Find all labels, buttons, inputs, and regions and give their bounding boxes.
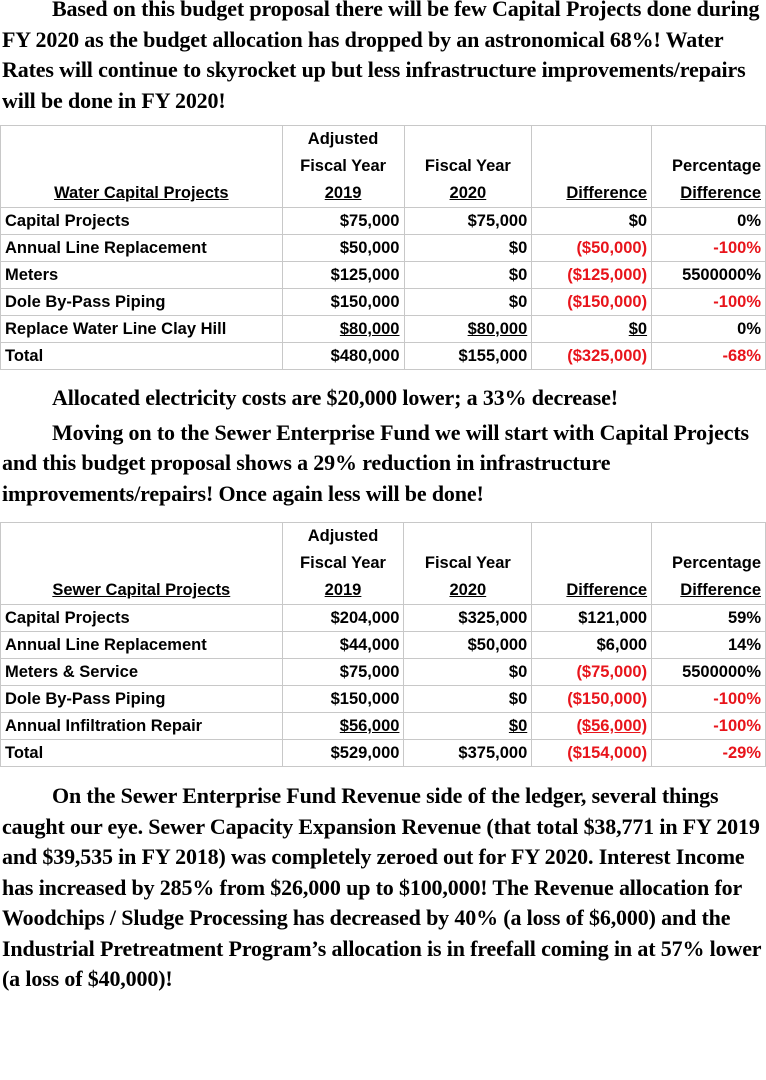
row-fy2020: $75,000	[404, 208, 532, 235]
water-capital-projects-table	[0, 125, 766, 370]
header-fy2019: Adjusted Fiscal Year 2019	[282, 523, 404, 605]
header-project-name: Water Capital Projects	[1, 126, 283, 208]
header-difference: Difference	[532, 523, 652, 605]
table-total-row	[1, 343, 766, 370]
row-fy2019: $80,000	[282, 316, 404, 343]
row-fy2020: $50,000	[404, 632, 532, 659]
row-fy2020: $325,000	[404, 605, 532, 632]
table-row	[1, 316, 766, 343]
row-percentage: 0%	[652, 316, 766, 343]
row-difference: ($325,000)	[532, 343, 652, 370]
row-fy2019: $44,000	[282, 632, 404, 659]
row-label: Total	[1, 343, 283, 370]
electricity-paragraph: Allocated electricity costs are $20,000 lower; a 33% decrease!	[52, 385, 618, 410]
sewer-intro-paragraph: Moving on to the Sewer Enterprise Fund we will start with Capital Projects and this budget proposal shows a 29% reduction in infrastructure improvements/repairs! Once again less will be done!	[2, 419, 749, 506]
row-fy2020: $0	[404, 235, 532, 262]
header-difference: Difference	[532, 126, 652, 208]
row-percentage: 14%	[652, 632, 766, 659]
row-fy2019: $75,000	[282, 659, 404, 686]
row-difference: ($150,000)	[532, 289, 652, 316]
row-difference: $0	[532, 316, 652, 343]
row-label: Total	[1, 740, 283, 767]
row-difference: ($56,000)	[532, 713, 652, 740]
sewer-capital-projects-table	[0, 522, 766, 767]
row-fy2019: $150,000	[282, 289, 404, 316]
row-label: Replace Water Line Clay Hill	[1, 316, 283, 343]
header-percentage: Percentage Difference	[652, 126, 766, 208]
row-fy2019: $56,000	[282, 713, 404, 740]
table-row	[1, 262, 766, 289]
table-row	[1, 289, 766, 316]
row-fy2020: $0	[404, 713, 532, 740]
intro-paragraph: Based on this budget proposal there will be few Capital Projects done during FY 2020 as the budget allocation has dropped by an astronomical 68%! Water Rates will continue to skyrocket up but less infrastructure improvements/repairs will be done in FY 2020!	[2, 0, 760, 113]
table-row	[1, 235, 766, 262]
row-percentage: 5500000%	[652, 659, 766, 686]
row-label: Annual Line Replacement	[1, 235, 283, 262]
row-label: Dole By-Pass Piping	[1, 289, 283, 316]
row-difference: ($125,000)	[532, 262, 652, 289]
row-fy2020: $0	[404, 659, 532, 686]
header-fy2019: Adjusted Fiscal Year 2019	[282, 126, 404, 208]
row-fy2020: $0	[404, 289, 532, 316]
row-percentage: -100%	[652, 289, 766, 316]
row-fy2019: $125,000	[282, 262, 404, 289]
header-fy2020: Fiscal Year 2020	[404, 523, 532, 605]
row-difference: $6,000	[532, 632, 652, 659]
row-label: Annual Infiltration Repair	[1, 713, 283, 740]
row-label: Dole By-Pass Piping	[1, 686, 283, 713]
row-difference: ($154,000)	[532, 740, 652, 767]
table-row	[1, 659, 766, 686]
row-fy2019: $204,000	[282, 605, 404, 632]
table-row	[1, 632, 766, 659]
row-difference: $121,000	[532, 605, 652, 632]
row-fy2019: $50,000	[282, 235, 404, 262]
row-fy2019: $480,000	[282, 343, 404, 370]
revenue-paragraph: On the Sewer Enterprise Fund Revenue side of the ledger, several things caught our eye. Sewer Capacity Expansion Revenue (that total $38,771 in FY 2019 and $39,535 in FY 2018) was completely zeroed out for FY 2020. Interest Income has increased by 285% from $26,000 up to $100,000! The Revenue allocation for Woodchips / Sludge Processing has decreased by 40% (a loss of $6,000) and the Industrial Pretreatment Program’s allocation is in freefall coming in at 57% lower (a loss of $40,000)!	[2, 783, 762, 991]
row-percentage: -100%	[652, 235, 766, 262]
row-percentage: 5500000%	[652, 262, 766, 289]
row-fy2019: $529,000	[282, 740, 404, 767]
table-header-row	[1, 523, 766, 605]
row-percentage: -100%	[652, 686, 766, 713]
table-header-row	[1, 126, 766, 208]
row-fy2020: $0	[404, 686, 532, 713]
row-percentage: -68%	[652, 343, 766, 370]
header-fy2020: Fiscal Year 2020	[404, 126, 532, 208]
row-difference: ($50,000)	[532, 235, 652, 262]
row-difference: ($150,000)	[532, 686, 652, 713]
row-fy2020: $155,000	[404, 343, 532, 370]
row-fy2019: $75,000	[282, 208, 404, 235]
row-label: Meters & Service	[1, 659, 283, 686]
table-total-row	[1, 740, 766, 767]
table-row	[1, 208, 766, 235]
row-fy2020: $375,000	[404, 740, 532, 767]
row-percentage: -100%	[652, 713, 766, 740]
table-row	[1, 713, 766, 740]
row-difference: ($75,000)	[532, 659, 652, 686]
row-label: Capital Projects	[1, 605, 283, 632]
row-difference: $0	[532, 208, 652, 235]
row-percentage: -29%	[652, 740, 766, 767]
row-fy2020: $0	[404, 262, 532, 289]
table-row	[1, 605, 766, 632]
row-label: Capital Projects	[1, 208, 283, 235]
row-label: Meters	[1, 262, 283, 289]
row-percentage: 0%	[652, 208, 766, 235]
row-fy2020: $80,000	[404, 316, 532, 343]
table-row	[1, 686, 766, 713]
row-label: Annual Line Replacement	[1, 632, 283, 659]
header-project-name: Sewer Capital Projects	[1, 523, 283, 605]
row-fy2019: $150,000	[282, 686, 404, 713]
row-percentage: 59%	[652, 605, 766, 632]
header-percentage: Percentage Difference	[652, 523, 766, 605]
